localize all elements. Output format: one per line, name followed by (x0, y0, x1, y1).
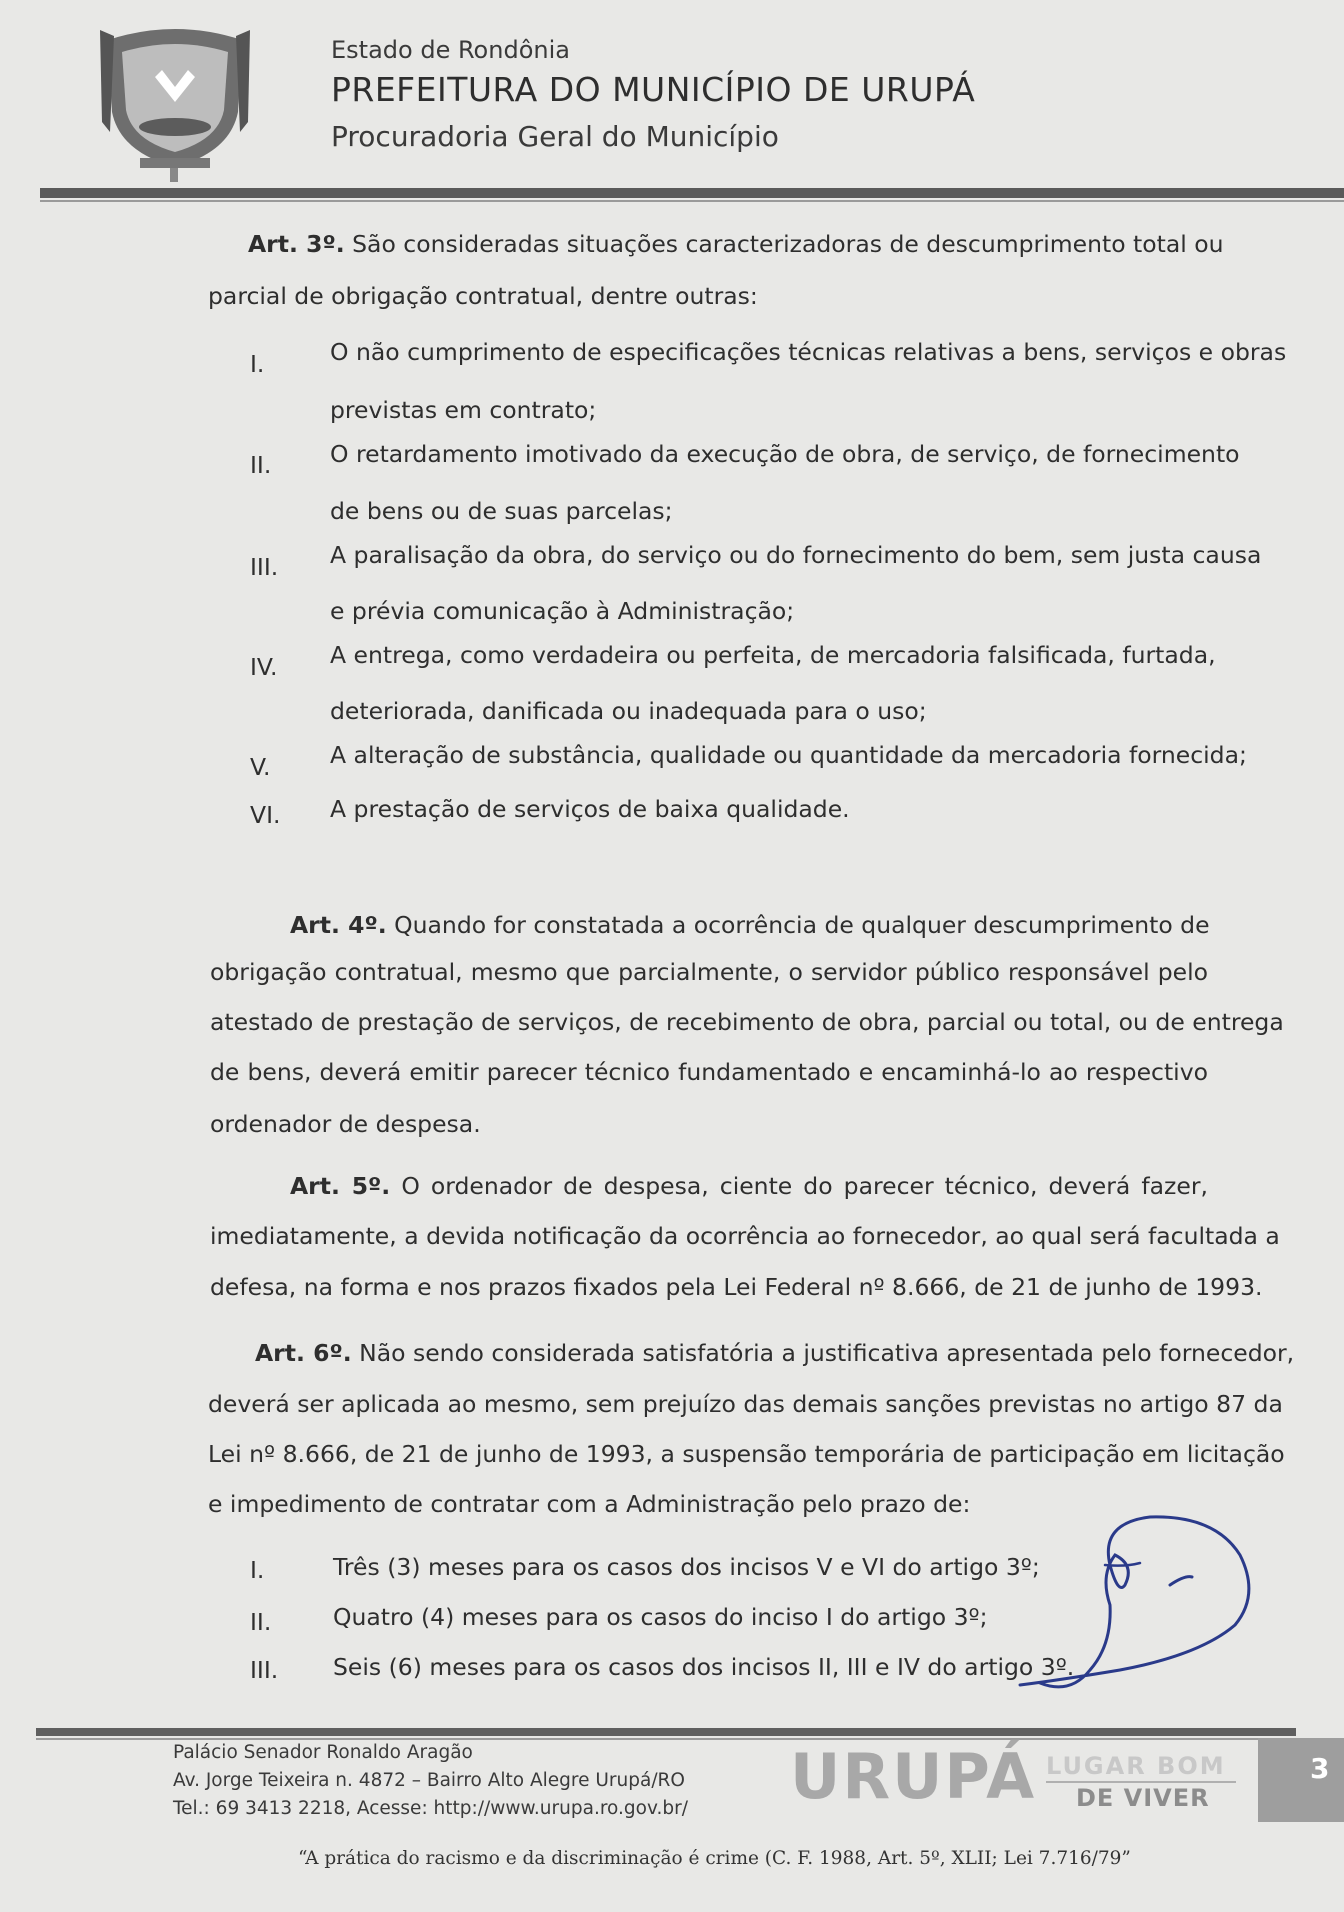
art3-line2: parcial de obrigação contratual, dentre outras: (208, 282, 758, 310)
art3-item-text-cont: de bens ou de suas parcelas; (330, 497, 673, 525)
art6-item-text: Três (3) meses para os casos dos incisos V e VI do artigo 3º; (333, 1553, 1040, 1581)
header-prefeitura: PREFEITURA DO MUNICÍPIO DE URUPÁ (331, 70, 976, 109)
slogan-divider (1046, 1781, 1236, 1783)
handwritten-signature (1000, 1505, 1260, 1705)
art4-line1-text: Quando for constatada a ocorrência de qualquer descumprimento de (394, 911, 1210, 939)
art4-line4: de bens, deverá emitir parecer técnico fundamentado e encaminhá-lo ao respectivo (210, 1058, 1208, 1086)
art4-line1 (290, 911, 1208, 939)
art6-line1 (255, 1339, 1295, 1367)
art5-line2: imediatamente, a devida notificação da ocorrência ao fornecedor, ao qual será facultada a (210, 1222, 1280, 1250)
header-divider-thin (40, 200, 1344, 202)
art6-item-num: I. (250, 1556, 265, 1584)
art5-line1-text: O ordenador de despesa, ciente do parecer técnico, deverá fazer, (401, 1172, 1208, 1200)
art3-line1 (248, 230, 1224, 258)
art4-line3: atestado de prestação de serviços, de recebimento de obra, parcial ou total, ou de entrega (210, 1008, 1284, 1036)
footer-divider (36, 1728, 1296, 1736)
footer-divider-thin (36, 1738, 1296, 1740)
page-number: 3 (1310, 1752, 1330, 1785)
header-procuradoria: Procuradoria Geral do Município (331, 120, 779, 153)
art6-line3: Lei nº 8.666, de 21 de junho de 1993, a suspensão temporária de participação em licitação (208, 1440, 1285, 1468)
art6-line1-text: Não sendo considerada satisfatória a justificativa apresentada pelo fornecedor, (359, 1339, 1295, 1367)
art3-item-num: IV. (250, 653, 278, 681)
art3-item-text: A alteração de substância, qualidade ou quantidade da mercadoria fornecida; (330, 741, 1247, 769)
art6-item-num: II. (250, 1608, 272, 1636)
footer-address1: Palácio Senador Ronaldo Aragão (173, 1742, 473, 1763)
art6-line4: e impedimento de contratar com a Administração pelo prazo de: (208, 1490, 971, 1518)
art3-item-text: A paralisação da obra, do serviço ou do fornecimento do bem, sem justa causa (330, 541, 1262, 569)
art3-item-text: O retardamento imotivado da execução de obra, de serviço, de fornecimento (330, 440, 1240, 468)
art3-item-text: O não cumprimento de especificações técnicas relativas a bens, serviços e obras (330, 338, 1287, 366)
art3-item-num: II. (250, 451, 272, 479)
art3-item-text: A entrega, como verdadeira ou perfeita, de mercadoria falsificada, furtada, (330, 641, 1216, 669)
footer-motto: “A prática do racismo e da discriminação é crime (C. F. 1988, Art. 5º, XLII; Lei 7.716/79” (298, 1848, 1131, 1869)
art3-item-num: III. (250, 553, 279, 581)
brand-logo: URUPÁ (790, 1740, 1037, 1813)
art3-line1-text: São consideradas situações caracterizadoras de descumprimento total ou (352, 230, 1224, 258)
art3-item-num: VI. (250, 801, 281, 829)
art4-line2: obrigação contratual, mesmo que parcialmente, o servidor público responsável pelo (210, 958, 1208, 986)
header-divider (40, 188, 1344, 198)
art6-item-num: III. (250, 1656, 279, 1684)
art5-line3: defesa, na forma e nos prazos fixados pela Lei Federal nº 8.666, de 21 de junho de 1993. (210, 1273, 1263, 1301)
page-number-box (1258, 1738, 1344, 1822)
municipal-crest-icon (100, 22, 250, 182)
art4-line5: ordenador de despesa. (210, 1110, 481, 1138)
art3-item-text: A prestação de serviços de baixa qualidade. (330, 795, 850, 823)
slogan-top: LUGAR BOM (1046, 1752, 1226, 1780)
art3-item-text-cont: deteriorada, danificada ou inadequada para o uso; (330, 697, 927, 725)
art4-label: Art. 4º. (290, 911, 387, 939)
art5-line1 (290, 1172, 1208, 1200)
footer-address2: Av. Jorge Teixeira n. 4872 – Bairro Alto Alegre Urupá/RO (173, 1770, 685, 1791)
art6-label: Art. 6º. (255, 1339, 352, 1367)
header-state: Estado de Rondônia (331, 36, 570, 64)
art6-line2: deverá ser aplicada ao mesmo, sem prejuízo das demais sanções previstas no artigo 87 da (208, 1390, 1283, 1418)
art3-item-num: I. (250, 350, 265, 378)
art3-item-text-cont: e prévia comunicação à Administração; (330, 597, 795, 625)
art3-item-text-cont: previstas em contrato; (330, 396, 597, 424)
footer-address3: Tel.: 69 3413 2218, Acesse: http://www.urupa.ro.gov.br/ (173, 1798, 688, 1819)
art3-item-num: V. (250, 753, 271, 781)
art5-label: Art. 5º. (290, 1172, 391, 1200)
art6-item-text: Seis (6) meses para os casos dos incisos II, III e IV do artigo 3º. (333, 1653, 1075, 1681)
art3-label: Art. 3º. (248, 230, 345, 258)
slogan-bottom: DE VIVER (1076, 1784, 1210, 1812)
art6-item-text: Quatro (4) meses para os casos do inciso I do artigo 3º; (333, 1603, 988, 1631)
